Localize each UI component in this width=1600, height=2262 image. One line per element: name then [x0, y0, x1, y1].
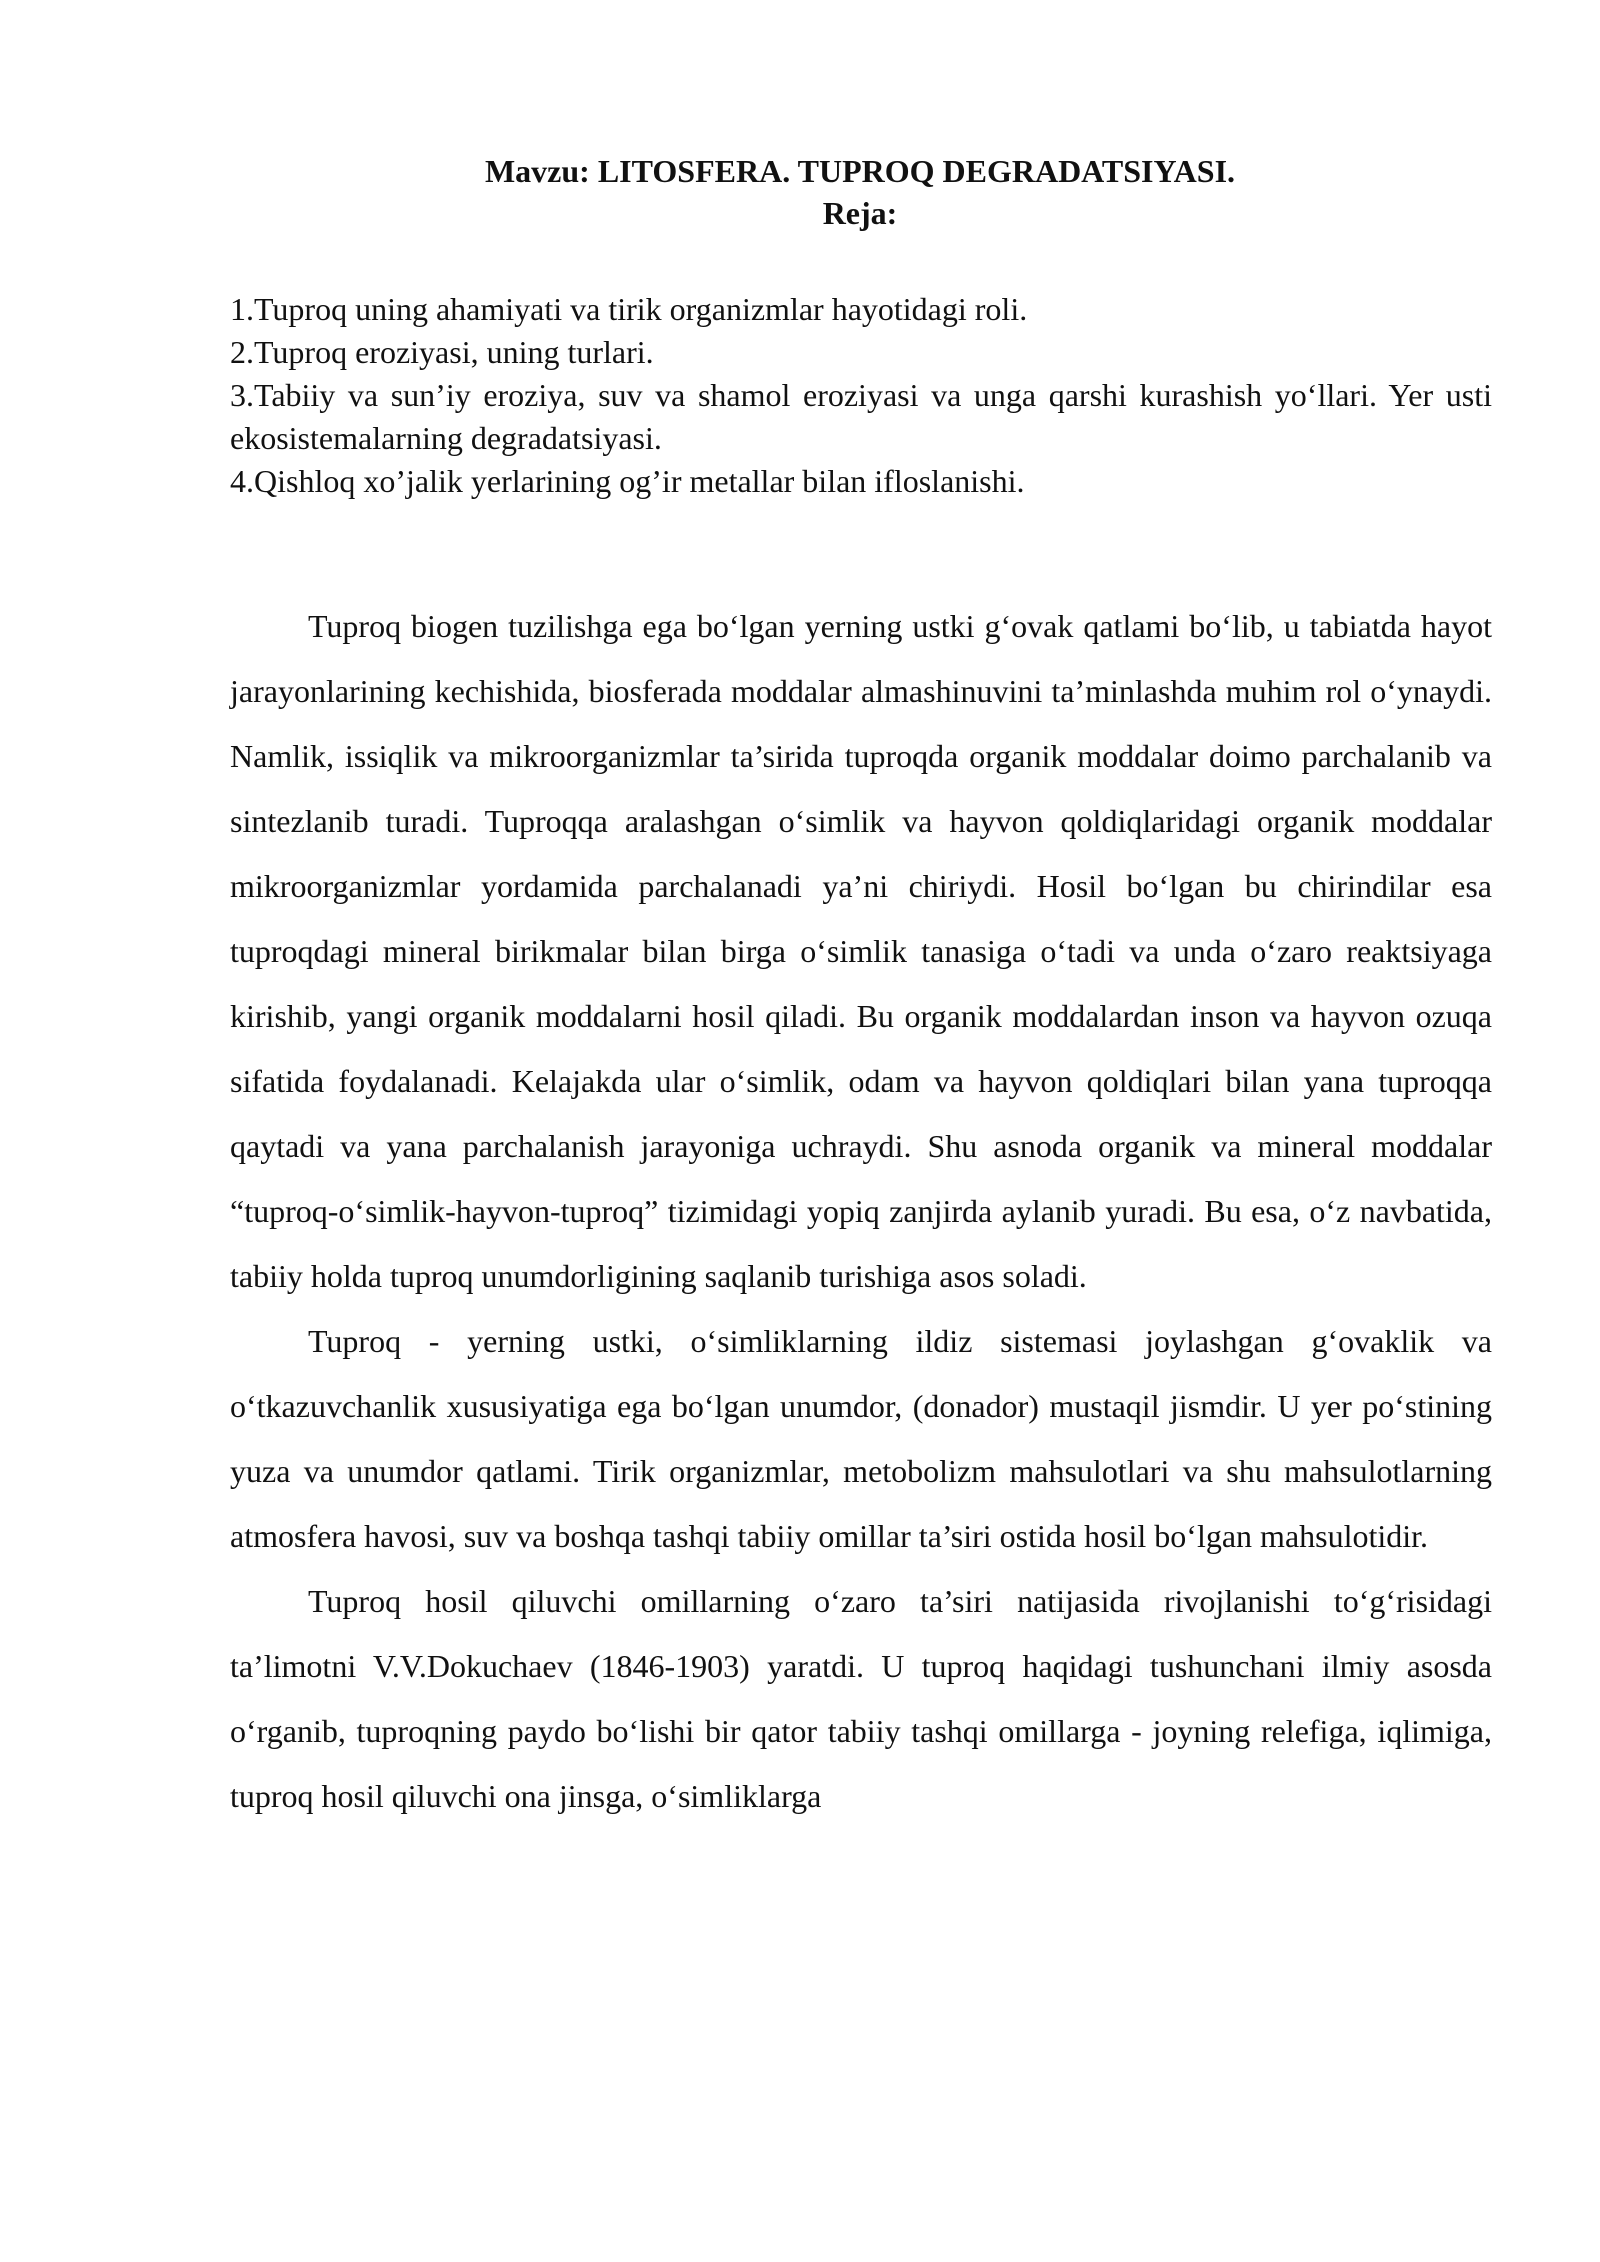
plan-item: 4.Qishloq xo’jalik yerlarining og’ir metallar bilan ifloslanishi. — [230, 463, 1025, 499]
document-subtitle: Reja: — [822, 195, 898, 231]
document-title: Mavzu: LITOSFERA. TUPROQ DEGRADATSIYASI. — [484, 153, 1236, 189]
plan-item: 3.Tabiiy va sun’iy eroziya, suv va shamol eroziyasi va unga qarshi kurashish yo‘llari. Yer usti ekosistemalarning degradatsiyasi. — [230, 377, 1492, 456]
paragraph: Tuproq - yerning ustki, o‘simliklarning ildiz sistemasi joylashgan g‘ovaklik va o‘tkazuvchanlik xususiyatiga ega bo‘lgan unumdor, (donador) mustaqil jismdir. U yer po‘stining yuza va unumdor qatlami. Tirik organizmlar, metobolizm mahsulotlari va shu mahsulotlarning atmosfera havosi, suv va boshqa tashqi tabiiy omillar ta’siri ostida hosil bo‘lgan mahsulotidir. — [230, 1323, 1492, 1554]
body-text — [230, 594, 1492, 1829]
plan-list — [230, 288, 1492, 503]
plan-item: 1.Tuproq uning ahamiyati va tirik organizmlar hayotidagi roli. — [230, 291, 1028, 327]
paragraph: Tuproq biogen tuzilishga ega bo‘lgan yerning ustki g‘ovak qatlami bo‘lib, u tabiatda hayot jarayonlarining kechishida, biosferada moddalar almashinuvini ta’minlashda muhim rol o‘ynaydi. Namlik, issiqlik va mikroorganizmlar ta’sirida tuproqda organik moddalar doimo parchalanib va sintezlanib turadi. Tuproqqa aralashgan o‘simlik va hayvon qoldiqlaridagi organik moddalar mikroorganizmlar yordamida parchalanadi ya’ni chiriydi. Hosil bo‘lgan bu chirindilar esa tuproqdagi mineral birikmalar bilan birga o‘simlik tanasiga o‘tadi va unda o‘zaro reaktsiyaga kirishib, yangi organik moddalarni hosil qiladi. Bu organik moddalardan inson va hayvon ozuqa sifatida foydalanadi. Kelajakda ular o‘simlik, odam va hayvon qoldiqlari bilan yana tuproqqa qaytadi va yana parchalanish jarayoniga uchraydi. Shu asnoda organik va mineral moddalar “tuproq-o‘simlik-hayvon-tuproq” tizimidagi yopiq zanjirda aylanib yuradi. Bu esa, o‘z navbatida, tabiiy holda tuproq unumdorligining saqlanib turishiga asos soladi. — [230, 608, 1492, 1294]
paragraph: Tuproq hosil qiluvchi omillarning o‘zaro ta’siri natijasida rivojlanishi to‘g‘risidagi ta’limotni V.V.Dokuchaev (1846-1903) yaratdi. U tuproq haqidagi tushunchani ilmiy asosda o‘rganib, tuproqning paydo bo‘lishi bir qator tabiiy tashqi omillarga - joyning relefiga, iqlimiga, tuproq hosil qiluvchi ona jinsga, o‘simliklarga — [230, 1583, 1492, 1814]
plan-item: 2.Tuproq eroziyasi, uning turlari. — [230, 334, 654, 370]
document-heading — [230, 150, 1490, 234]
